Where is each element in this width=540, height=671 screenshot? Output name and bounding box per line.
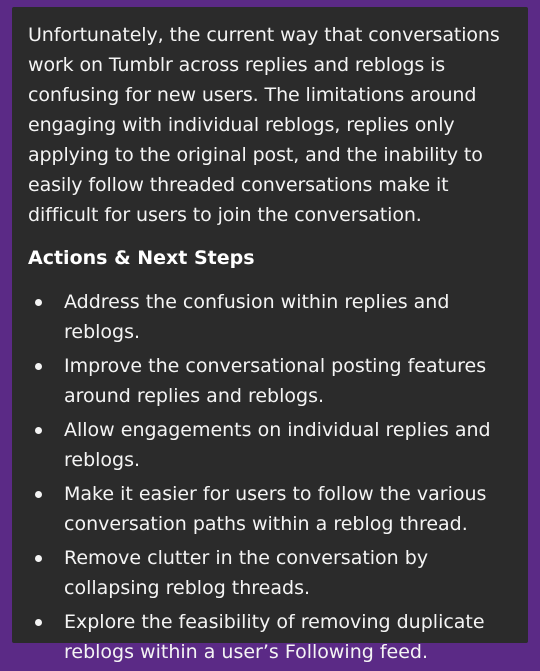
post-content [28,20,520,671]
bullet-icon [35,491,42,498]
section-heading: Actions & Next Steps [28,247,255,269]
post-panel [12,7,528,663]
list-item-text: Improve the conversational posting features around replies and reblogs. [64,355,487,407]
list-item [28,543,520,603]
list-item [28,351,520,411]
bullet-icon [35,555,42,562]
bullet-icon [35,299,42,306]
bullet-icon [35,619,42,626]
list-item-text: Address the confusion within replies and reblogs. [64,291,450,343]
list-item [28,479,520,539]
list-item [28,607,520,667]
steps-list [28,287,520,667]
list-item-text: Allow engagements on individual replies and reblogs. [64,419,491,471]
list-item [28,415,520,475]
list-item-text: Remove clutter in the conversation by collapsing reblog threads. [64,547,429,599]
bullet-icon [35,427,42,434]
list-item-text: Make it easier for users to follow the various conversation paths within a reblog thread. [64,483,487,535]
list-item [28,287,520,347]
list-item-text: Explore the feasibility of removing duplicate reblogs within a user’s Following feed. [64,611,485,663]
bullet-icon [35,363,42,370]
intro-paragraph: Unfortunately, the current way that conversations work on Tumblr across replies and reblogs is confusing for new users. The limitations around engaging with individual reblogs, replies only applying to the original post, and the inability to easily follow threaded conversations make it difficult for users to join the conversation. [28,24,500,226]
